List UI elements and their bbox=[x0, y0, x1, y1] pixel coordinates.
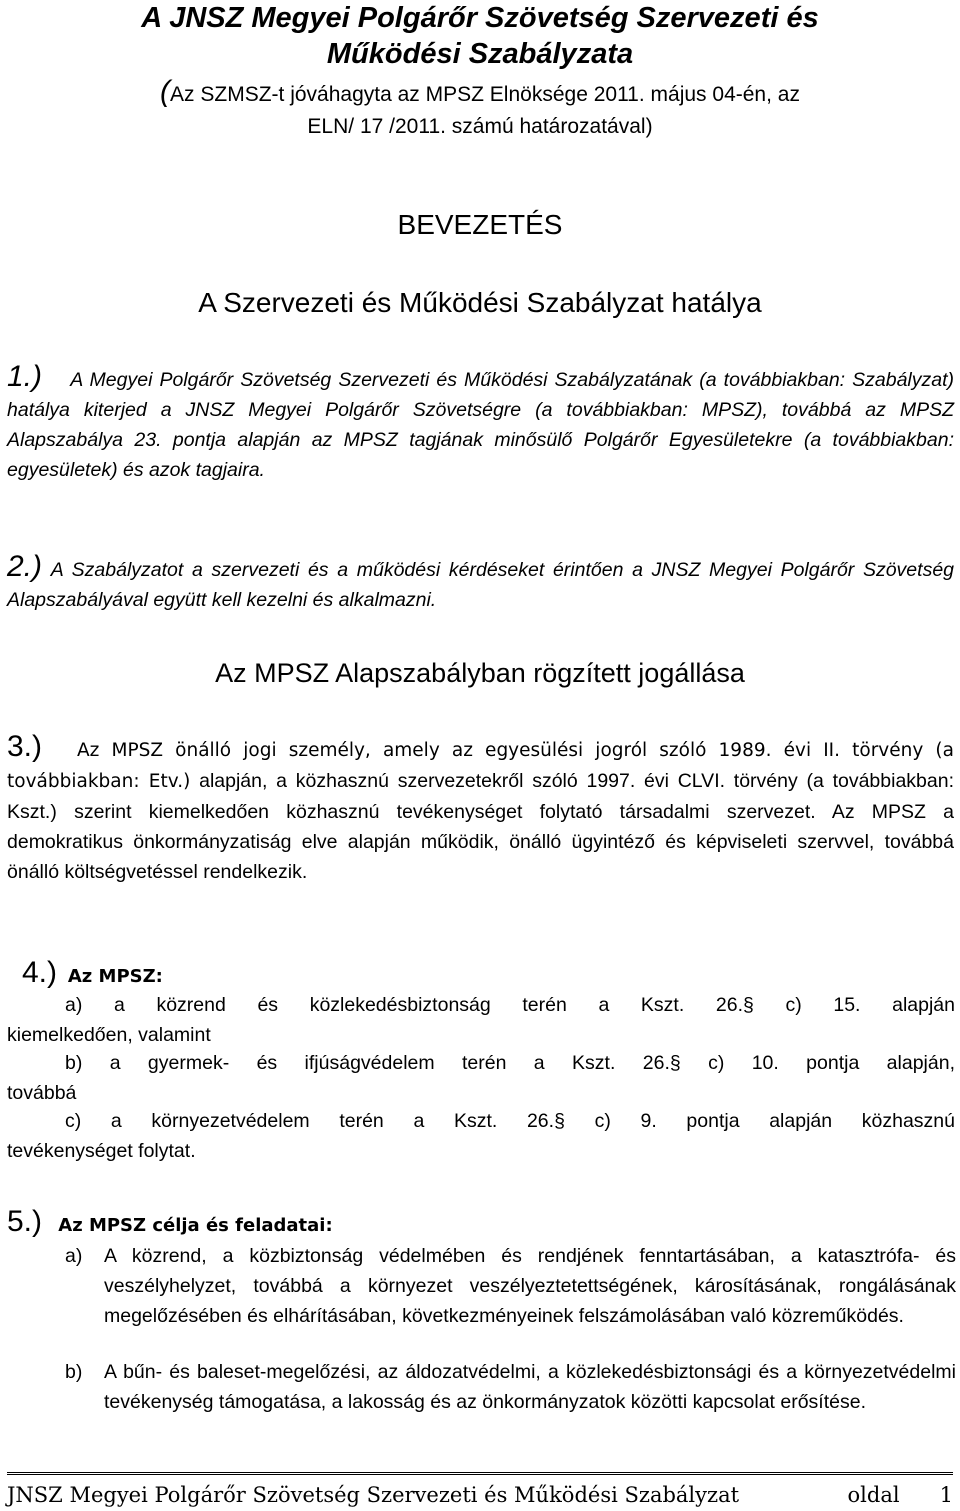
paragraph-3-number: 3.) bbox=[7, 730, 43, 763]
paragraph-5-item-a: A közrend, a közbiztonság védelmében és rendjének fenntartásában, a katasztrófa- és veszélyhelyzet, továbbá a környezet veszélyeztetettségének, károsításának, rongálásának megelőzésében és elhárításában, következményeinek felszámolásában való közreműködés. bbox=[104, 1245, 956, 1327]
approval-note bbox=[0, 76, 960, 110]
paragraph-4-item-b: b) a gyermek- és ifjúságvédelem terén a Kszt. 26.§ c) 10. pontja alapján, bbox=[65, 1052, 955, 1074]
paragraph-5-item-a-marker: a) bbox=[65, 1245, 83, 1267]
paragraph-1-text-a: A Megyei Polgárőr Szövetség Szervezeti és Működési Szabályzatának (a továbbiakban: Szabályzat) hatálya kiterjed a JNSZ Megyei Polgárőr Szövetségre (a továbbiakban: MPSZ), továbbá az MPSZ Alapszabálya 23. bbox=[7, 369, 955, 451]
footer-page-number: 1 bbox=[939, 1483, 953, 1507]
document-title-line2: Működési Szabályzata bbox=[326, 38, 634, 70]
paragraph-5-number: 5.) bbox=[7, 1205, 43, 1238]
paragraph-4-label: Az MPSZ: bbox=[67, 966, 163, 987]
document-title-line1: A JNSZ Megyei Polgárőr Szövetség Szervezeti és bbox=[141, 2, 819, 34]
footer-title: JNSZ Megyei Polgárőr Szövetség Szervezeti és Működési Szabályzat bbox=[7, 1483, 740, 1507]
paragraph-5-label: Az MPSZ célja és feladatai: bbox=[58, 1215, 333, 1236]
paragraph-4-item-b-cont: továbbá bbox=[7, 1082, 77, 1104]
paragraph-4-item-c-cont: tevékenységet folytat. bbox=[7, 1140, 196, 1162]
footer-page-label: oldal bbox=[847, 1483, 900, 1507]
section-heading: BEVEZETÉS bbox=[397, 209, 563, 240]
footer-page bbox=[848, 1480, 953, 1510]
subsection-heading: A Szervezeti és Működési Szabályzat hatálya bbox=[198, 287, 762, 318]
paragraph-3-text-b: alapján, a közhasznú szervezetekről szóló 1997. évi CLVI. törvény (a továbbiakban: Kszt.) bbox=[7, 770, 954, 823]
paragraph-4-number: 4.) bbox=[22, 956, 58, 989]
footer-divider bbox=[7, 1472, 953, 1475]
paragraph-3 bbox=[7, 732, 954, 887]
paragraph-2 bbox=[7, 552, 954, 615]
paragraph-4-header bbox=[22, 958, 952, 992]
approval-paren: ( bbox=[160, 75, 171, 108]
page-footer bbox=[7, 1480, 953, 1510]
approval-line1: Az SZMSZ-t jóváhagyta az MPSZ Elnöksége 2011. május 04-én, az bbox=[170, 83, 800, 106]
paragraph-1-text-b: pontja alapján az MPSZ tagjának minősülő Polgárőr Egyesületekre (a továbbiakban: egyesületek) és azok tagjaira. bbox=[7, 429, 954, 481]
paragraph-2-number: 2.) bbox=[7, 550, 43, 583]
paragraph-5-item-b-marker: b) bbox=[65, 1361, 83, 1383]
paragraph-4-item-c: c) a környezetvédelem terén a Kszt. 26.§ c) 9. pontja alapján közhasznú bbox=[65, 1110, 955, 1132]
legal-status-heading: Az MPSZ Alapszabályban rögzített jogállása bbox=[215, 658, 745, 688]
paragraph-2-text: A Szabályzatot a szervezeti és a működési kérdéseket érintően a JNSZ Megyei Polgárőr Szövetség Alapszabályával együtt kell kezelni és alkalmazni. bbox=[7, 559, 955, 611]
paragraph-5-item-b: A bűn- és baleset-megelőzési, az áldozatvédelmi, a közlekedésbiztonsági és a környezetvédelmi tevékenység támogatása, a lakosság és az önkormányzatok közötti kapcsolat erősítése. bbox=[104, 1361, 956, 1413]
paragraph-1 bbox=[7, 362, 954, 485]
paragraph-3-text-a: Az MPSZ önálló jogi személy, amely az egyesülési jogról szóló 1989. évi II. törvény (a továbbiakban: Etv.) bbox=[7, 740, 954, 792]
paragraph-1-number: 1.) bbox=[7, 360, 43, 393]
paragraph-5-header bbox=[7, 1207, 954, 1241]
paragraph-4-item-a-cont: kiemelkedően, valamint bbox=[7, 1024, 211, 1046]
paragraph-3-text-c: szerint kiemelkedően közhasznú tevékenységet folytató társadalmi szervezet. Az MPSZ a demokratikus önkormányzatiság elve alapján működik, önálló ügyintéző és képviseleti szervvel, továbbá önálló költségvetéssel rendelkezik. bbox=[7, 801, 955, 883]
paragraph-4-item-a: a) a közrend és közlekedésbiztonság terén a Kszt. 26.§ c) 15. alapján bbox=[65, 994, 955, 1016]
approval-line2: ELN/ 17 /2011. számú határozatával) bbox=[307, 115, 653, 138]
